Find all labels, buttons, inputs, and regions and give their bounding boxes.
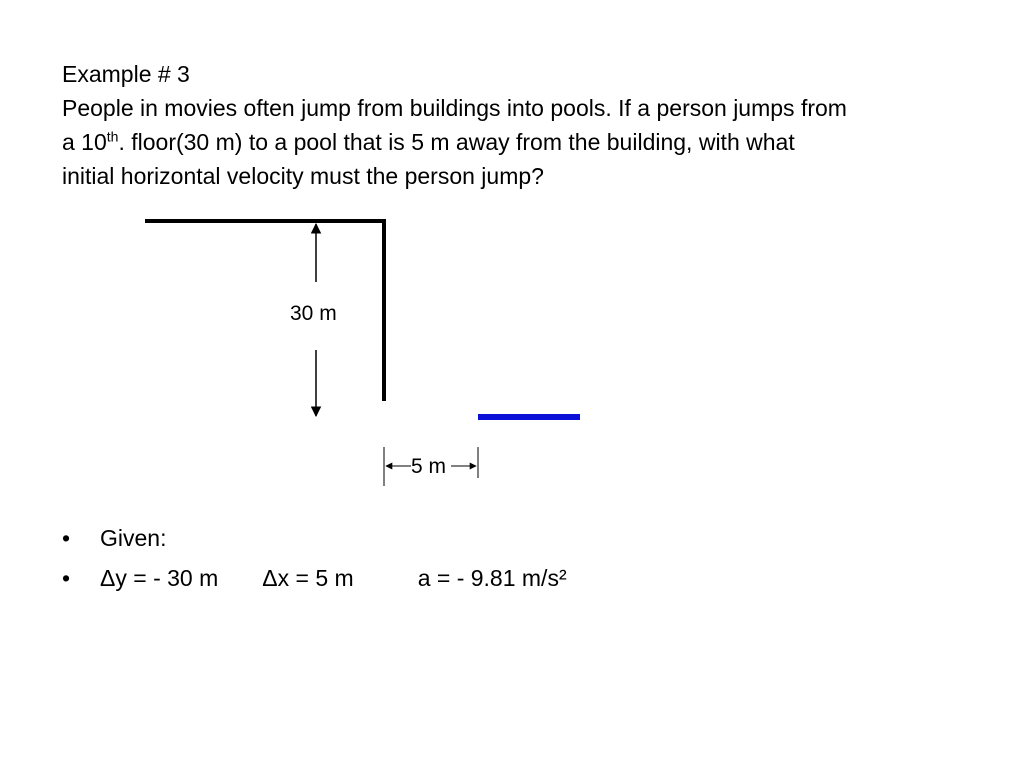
bullet-icon: • bbox=[62, 525, 71, 551]
problem-line-3: initial horizontal velocity must the person jump? bbox=[62, 163, 544, 189]
problem-line-2-end: . floor(30 m) to a pool that is 5 m away from the building, with what bbox=[118, 129, 795, 155]
given-values-item bbox=[62, 558, 567, 598]
given-list bbox=[62, 518, 567, 598]
delta-y-value: Δy = - 30 m bbox=[100, 565, 219, 591]
problem-line-2-start: a 10 bbox=[62, 129, 107, 155]
acceleration-value: a = - 9.81 m/s² bbox=[417, 565, 567, 591]
given-item bbox=[62, 518, 567, 558]
height-label: 30 m bbox=[290, 302, 337, 325]
problem-line-1: People in movies often jump from buildings into pools. If a person jumps from bbox=[62, 95, 847, 121]
ordinal-suffix: th bbox=[106, 128, 119, 145]
bullet-icon: • bbox=[62, 565, 71, 591]
delta-x-value: Δx = 5 m bbox=[262, 565, 354, 591]
distance-label: 5 m bbox=[411, 455, 447, 478]
example-heading: Example # 3 bbox=[62, 61, 190, 87]
given-label: Given: bbox=[100, 525, 167, 551]
